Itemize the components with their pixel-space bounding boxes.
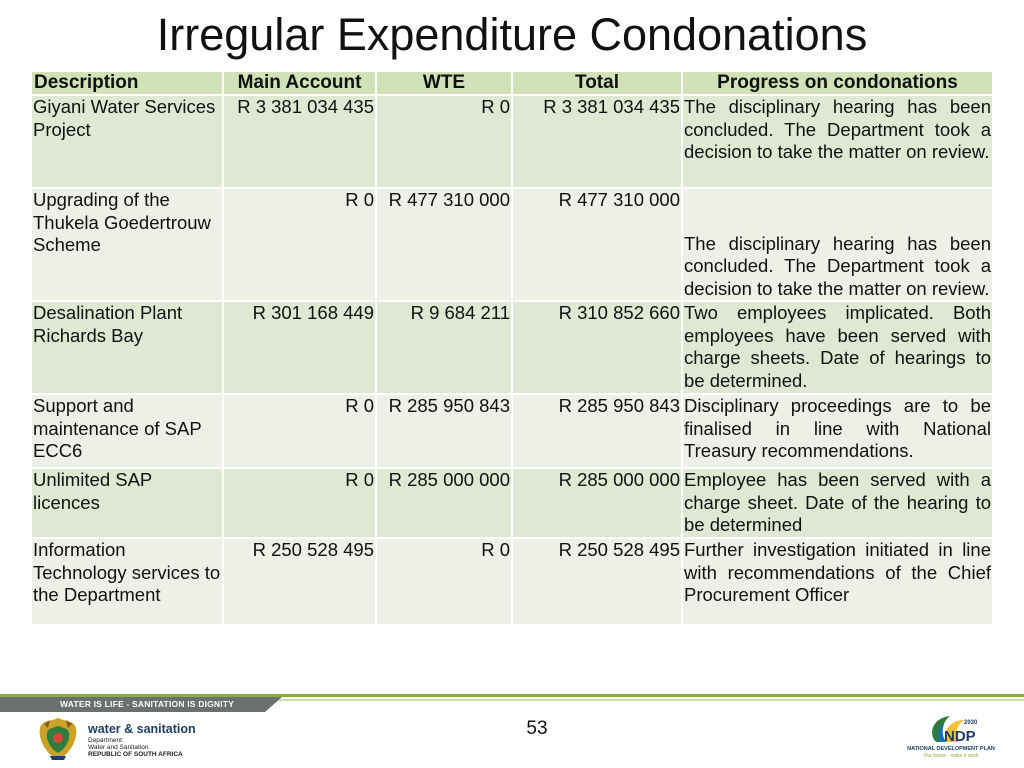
header-total: Total bbox=[513, 72, 681, 94]
dept-line-1: Department: bbox=[88, 737, 124, 744]
ndp-logo bbox=[906, 712, 996, 766]
page-number: 53 bbox=[526, 718, 548, 739]
ndp-year: 2030 bbox=[964, 720, 978, 726]
dws-logo bbox=[36, 716, 236, 764]
cell-description: Unlimited SAP licences bbox=[32, 469, 222, 537]
footer-banner-text: WATER IS LIFE - SANITATION IS DIGNITY bbox=[60, 699, 235, 709]
table-row bbox=[32, 395, 992, 467]
cell-main-account: R 3 381 034 435 bbox=[224, 96, 375, 187]
ndp-logo-text: NDP bbox=[944, 728, 976, 745]
cell-progress: Further investigation initiated in line with recommendations of the Chief Procurement Officer bbox=[683, 539, 992, 624]
cell-main-account: R 0 bbox=[224, 189, 375, 300]
cell-wte: R 285 950 843 bbox=[377, 395, 511, 467]
header-wte: WTE bbox=[377, 72, 511, 94]
footer-light-line bbox=[264, 699, 1024, 701]
cell-main-account: R 0 bbox=[224, 469, 375, 537]
cell-wte: R 0 bbox=[377, 539, 511, 624]
cell-progress: The disciplinary hearing has been concluded. The Department took a decision to take the matter on review. bbox=[683, 189, 992, 300]
header-description: Description bbox=[32, 72, 222, 94]
cell-wte: R 285 000 000 bbox=[377, 469, 511, 537]
cell-total: R 285 950 843 bbox=[513, 395, 681, 467]
cell-description: Information Technology services to the Department bbox=[32, 539, 222, 624]
footer-banner bbox=[0, 694, 1024, 712]
ndp-caption: NATIONAL DEVELOPMENT PLAN bbox=[907, 746, 995, 752]
cell-total: R 285 000 000 bbox=[513, 469, 681, 537]
slide-title: Irregular Expenditure Condonations bbox=[156, 9, 868, 60]
table-row bbox=[32, 189, 992, 300]
cell-description: Support and maintenance of SAP ECC6 bbox=[32, 395, 222, 467]
cell-wte: R 477 310 000 bbox=[377, 189, 511, 300]
cell-total: R 310 852 660 bbox=[513, 302, 681, 393]
table-row bbox=[32, 302, 992, 393]
cell-description: Upgrading of the Thukela Goedertrouw Scheme bbox=[32, 189, 222, 300]
header-progress: Progress on condonations bbox=[683, 72, 992, 94]
dept-name: water & sanitation bbox=[88, 722, 196, 736]
cell-description: Desalination Plant Richards Bay bbox=[32, 302, 222, 393]
table-row bbox=[32, 469, 992, 537]
cell-total: R 477 310 000 bbox=[513, 189, 681, 300]
cell-progress: Employee has been served with a charge sheet. Date of the hearing to be determined bbox=[684, 469, 991, 535]
ndp-emblem-icon bbox=[906, 712, 996, 746]
cell-wte: R 9 684 211 bbox=[377, 302, 511, 393]
cell-progress: Two employees implicated. Both employees have been served with charge sheets. Date of hearings to be determined. bbox=[683, 302, 992, 393]
ndp-tagline: Our future - make it work bbox=[923, 753, 979, 759]
cell-total: R 250 528 495 bbox=[513, 539, 681, 624]
cell-progress: Disciplinary proceedings are to be finalised in line with National Treasury recommendations. bbox=[683, 395, 992, 467]
condonations-table bbox=[30, 70, 994, 626]
cell-main-account: R 301 168 449 bbox=[224, 302, 375, 393]
cell-description: Giyani Water Services Project bbox=[32, 96, 222, 187]
dept-line-3: REPUBLIC OF SOUTH AFRICA bbox=[88, 751, 183, 758]
table-row bbox=[32, 96, 992, 187]
table-header-row bbox=[32, 72, 992, 94]
cell-main-account: R 0 bbox=[224, 395, 375, 467]
header-main-account: Main Account bbox=[224, 72, 375, 94]
dept-line-2: Water and Sanitation bbox=[88, 744, 149, 751]
cell-main-account: R 250 528 495 bbox=[224, 539, 375, 624]
coat-of-arms-icon bbox=[36, 716, 80, 762]
cell-progress: The disciplinary hearing has been concluded. The Department took a decision to take the matter on review. bbox=[683, 96, 992, 187]
table-row bbox=[32, 539, 992, 624]
cell-total: R 3 381 034 435 bbox=[513, 96, 681, 187]
cell-wte: R 0 bbox=[377, 96, 511, 187]
